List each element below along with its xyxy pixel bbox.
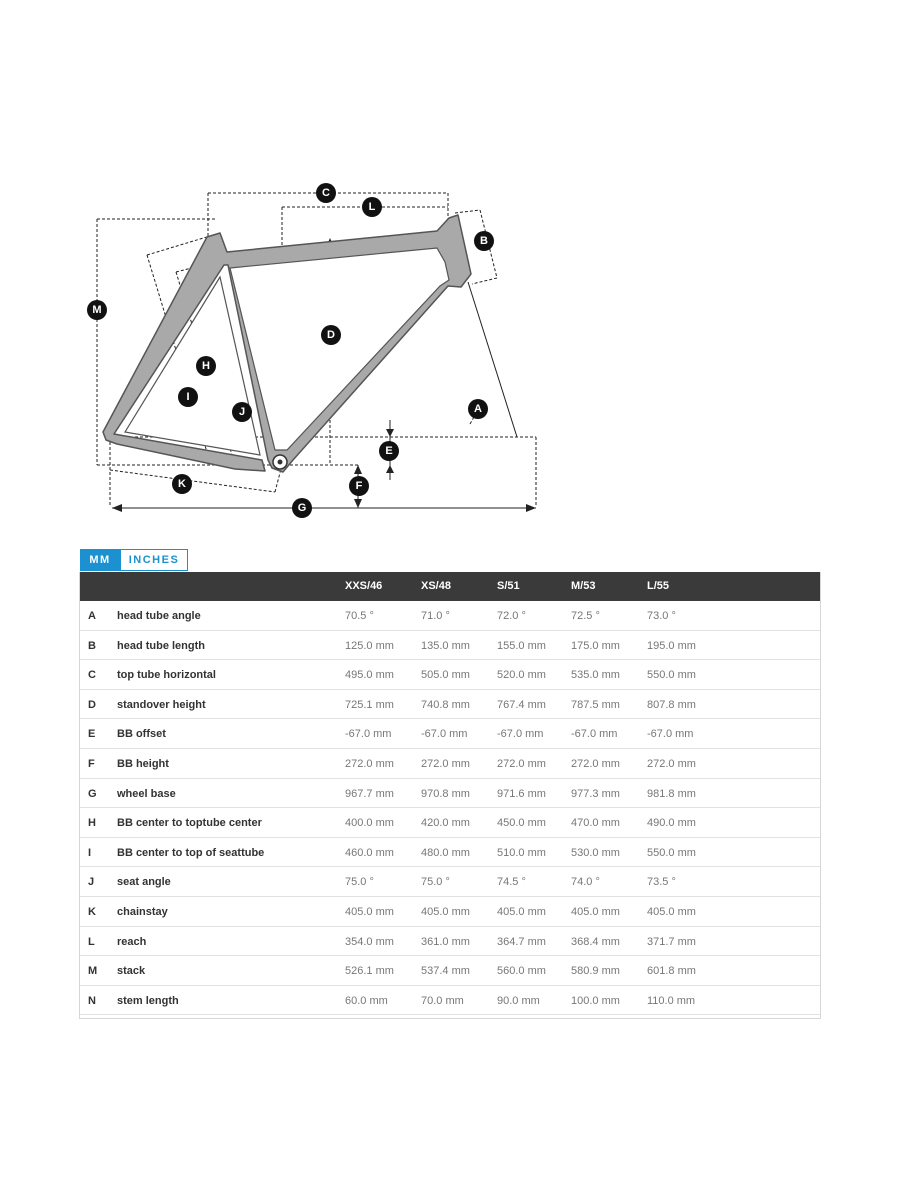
row-value: 520.0 mm [497, 669, 546, 682]
row-value: 272.0 mm [345, 757, 394, 770]
row-letter: N [88, 994, 96, 1007]
row-measurement-name: seat angle [117, 876, 171, 889]
row-value: 74.0 ° [571, 876, 600, 889]
row-measurement-name: BB center to toptube center [117, 817, 262, 830]
row-letter: K [88, 905, 96, 918]
row-value: 175.0 mm [571, 639, 620, 652]
row-value: 601.8 mm [647, 965, 696, 978]
row-measurement-name: wheel base [117, 787, 176, 800]
row-value: 195.0 mm [647, 639, 696, 652]
svg-text:I: I [186, 391, 190, 403]
svg-text:F: F [355, 480, 363, 492]
header-size-5: L/55 [647, 580, 670, 592]
svg-text:H: H [202, 360, 210, 372]
label-c-marker [316, 183, 336, 203]
row-letter: F [88, 757, 95, 770]
svg-text:K: K [178, 478, 186, 490]
header-size-1: XXS/46 [345, 580, 383, 592]
row-measurement-name: reach [117, 935, 147, 948]
label-d-marker [321, 325, 341, 345]
row-value: -67.0 mm [421, 728, 468, 741]
row-value: 90.0 mm [497, 994, 540, 1007]
row-value: 135.0 mm [421, 639, 470, 652]
row-value: 405.0 mm [421, 905, 470, 918]
row-value: 73.5 ° [647, 876, 676, 889]
row-value: 75.0 ° [345, 876, 374, 889]
svg-text:A: A [474, 403, 482, 415]
row-letter: I [88, 846, 92, 859]
table-row [80, 808, 820, 838]
row-letter: H [88, 817, 96, 830]
label-f-marker [349, 476, 369, 496]
label-h-marker [196, 356, 216, 376]
row-value: 74.5 ° [497, 876, 526, 889]
row-value: 970.8 mm [421, 787, 470, 800]
label-l-marker [362, 197, 382, 217]
row-value: 526.1 mm [345, 965, 394, 978]
table-row [80, 986, 820, 1016]
row-value: 495.0 mm [345, 669, 394, 682]
row-value: 272.0 mm [497, 757, 546, 770]
header-size-4: M/53 [571, 580, 596, 592]
table-row [80, 690, 820, 720]
row-letter: J [88, 876, 95, 889]
unit-mm-button[interactable]: MM [80, 549, 120, 571]
row-value: 530.0 mm [571, 846, 620, 859]
header-size-2: XS/48 [421, 580, 451, 592]
row-value: 967.7 mm [345, 787, 394, 800]
row-value: 405.0 mm [571, 905, 620, 918]
row-value: 272.0 mm [421, 757, 470, 770]
label-m-marker [87, 300, 107, 320]
row-value: 537.4 mm [421, 965, 470, 978]
row-value: 72.5 ° [571, 610, 600, 622]
svg-text:E: E [385, 445, 393, 457]
row-letter: A [88, 610, 96, 622]
row-value: 405.0 mm [497, 905, 546, 918]
label-j-marker [232, 402, 252, 422]
row-measurement-name: head tube angle [117, 610, 201, 622]
svg-text:J: J [238, 406, 246, 418]
row-value: -67.0 mm [345, 728, 392, 741]
row-measurement-name: chainstay [117, 905, 168, 918]
row-letter: E [88, 728, 96, 741]
row-letter: L [88, 935, 95, 948]
header-size-3: S/51 [497, 580, 520, 592]
row-value: 981.8 mm [647, 787, 696, 800]
row-value: 73.0 ° [647, 610, 676, 622]
row-value: 100.0 mm [571, 994, 620, 1007]
row-value: 405.0 mm [647, 905, 696, 918]
row-value: 725.1 mm [345, 698, 394, 711]
row-value: 272.0 mm [571, 757, 620, 770]
row-measurement-name: BB height [117, 757, 169, 770]
row-value: 490.0 mm [647, 817, 696, 830]
geometry-table [79, 572, 821, 1019]
table-row [80, 631, 820, 661]
table-row [80, 779, 820, 809]
label-g-marker [292, 498, 312, 518]
label-b-marker [474, 231, 494, 251]
row-measurement-name: top tube horizontal [117, 669, 216, 682]
row-value: 767.4 mm [497, 698, 546, 711]
row-value: 971.6 mm [497, 787, 546, 800]
unit-toggle [80, 549, 188, 571]
row-measurement-name: BB offset [117, 728, 166, 741]
table-row [80, 719, 820, 749]
label-i-marker [178, 387, 198, 407]
row-letter: C [88, 669, 96, 682]
row-measurement-name: head tube length [117, 639, 205, 652]
frame-interior-cutouts [125, 248, 449, 455]
row-value: 60.0 mm [345, 994, 388, 1007]
row-letter: M [88, 965, 98, 978]
row-value: -67.0 mm [571, 728, 618, 741]
row-value: 550.0 mm [647, 846, 696, 859]
row-value: 368.4 mm [571, 935, 620, 948]
row-measurement-name: standover height [117, 698, 206, 711]
row-letter: B [88, 639, 96, 652]
row-value: 450.0 mm [497, 817, 546, 830]
row-value: 71.0 ° [421, 610, 450, 622]
label-e-marker [379, 441, 399, 461]
row-letter: G [88, 787, 97, 800]
row-value: 510.0 mm [497, 846, 546, 859]
row-value: -67.0 mm [647, 728, 694, 741]
table-row [80, 749, 820, 779]
row-value: 272.0 mm [647, 757, 696, 770]
row-letter: D [88, 698, 96, 711]
row-value: 470.0 mm [571, 817, 620, 830]
table-row [80, 927, 820, 957]
svg-text:G: G [297, 502, 307, 514]
table-row [80, 956, 820, 986]
row-value: 125.0 mm [345, 639, 394, 652]
row-value: 740.8 mm [421, 698, 470, 711]
row-value: 110.0 mm [647, 994, 696, 1007]
row-value: 400.0 mm [345, 817, 394, 830]
table-row [80, 660, 820, 690]
row-measurement-name: stack [117, 965, 146, 978]
row-value: 364.7 mm [497, 935, 546, 948]
row-value: 354.0 mm [345, 935, 394, 948]
row-value: 371.7 mm [647, 935, 696, 948]
svg-text:D: D [327, 329, 335, 341]
svg-text:M: M [92, 304, 102, 316]
row-value: 361.0 mm [421, 935, 470, 948]
table-row [80, 601, 820, 631]
row-value: 405.0 mm [345, 905, 394, 918]
row-value: 420.0 mm [421, 817, 470, 830]
svg-text:C: C [322, 187, 330, 199]
row-value: 70.0 mm [421, 994, 464, 1007]
row-measurement-name: stem length [117, 994, 179, 1007]
table-row [80, 838, 820, 868]
svg-text:B: B [480, 235, 488, 247]
row-value: 787.5 mm [571, 698, 620, 711]
row-value: 70.5 ° [345, 610, 374, 622]
row-value: 505.0 mm [421, 669, 470, 682]
row-value: 560.0 mm [497, 965, 546, 978]
row-value: 75.0 ° [421, 876, 450, 889]
row-value: 480.0 mm [421, 846, 470, 859]
table-row [80, 867, 820, 897]
table-header [80, 572, 820, 601]
row-value: 155.0 mm [497, 639, 546, 652]
row-value: 807.8 mm [647, 698, 696, 711]
row-measurement-name: BB center to top of seattube [117, 846, 265, 859]
row-value: 550.0 mm [647, 669, 696, 682]
row-value: 580.9 mm [571, 965, 620, 978]
table-row [80, 897, 820, 927]
row-value: -67.0 mm [497, 728, 544, 741]
row-value: 535.0 mm [571, 669, 620, 682]
row-value: 72.0 ° [497, 610, 526, 622]
frame-geometry-diagram [0, 0, 900, 540]
row-value: 977.3 mm [571, 787, 620, 800]
unit-inches-button[interactable]: INCHES [120, 549, 188, 571]
svg-text:L: L [368, 201, 376, 213]
label-a-marker [468, 399, 488, 419]
row-value: 460.0 mm [345, 846, 394, 859]
label-k-marker [172, 474, 192, 494]
